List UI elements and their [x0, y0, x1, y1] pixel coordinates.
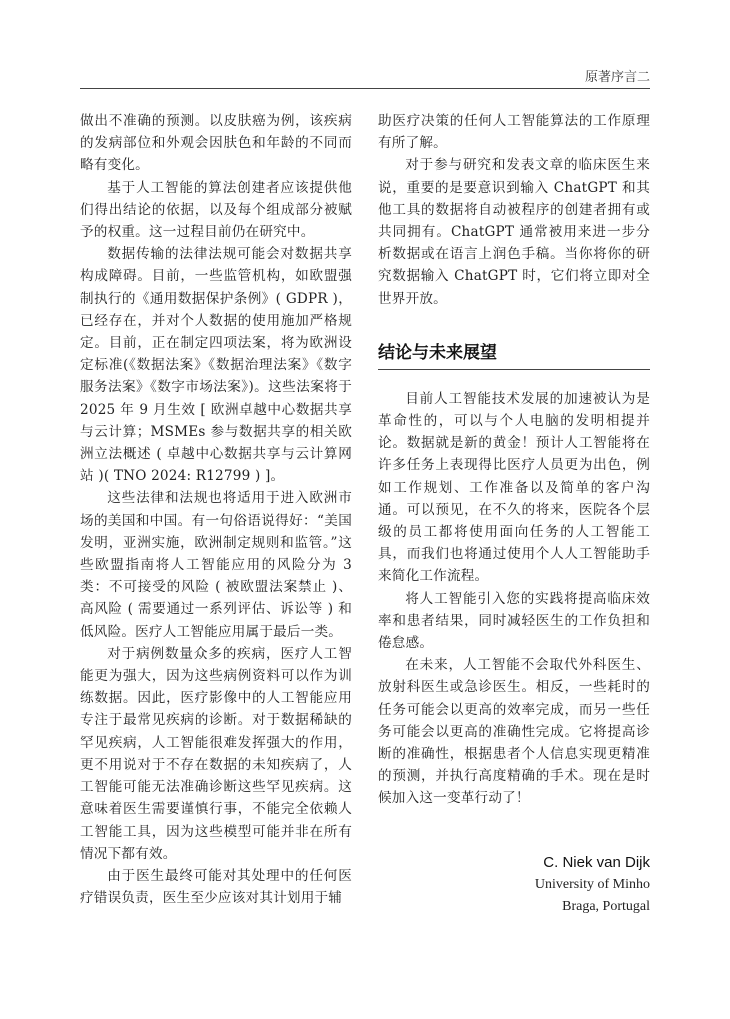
- right-column: [378, 110, 650, 918]
- body-paragraph: 对于参与研究和发表文章的临床医生来说，重要的是要意识到输入 ChatGPT 和其他工具的数据将自动被程序的创建者拥有或共同拥有。ChatGPT 通常被用来进一步分析数据或在语言上润色手稿。当你将你的研究数据输入 ChatGPT 时，它们将立即对全世界开放。: [378, 157, 650, 307]
- body-paragraph: 将人工智能引入您的实践将提高临床效率和患者结果，同时减轻医生的工作负担和倦怠感。: [378, 590, 650, 652]
- author-affiliation: University of Minho: [534, 876, 650, 892]
- left-column: [80, 110, 352, 909]
- body-paragraph: 对于病例数量众多的疾病，医疗人工智能更为强大，因为这些病例资料可以作为训练数据。因此，医疗影像中的人工智能应用专注于最常见疾病的诊断。对于数据稀缺的罕见疾病，人工智能很难发挥强大的作用，更不用说对于不存在数据的未知疾病了，人工智能可能无法准确诊断这些罕见疾病。这意味着医生需要谨慎行事，不能完全依赖人工智能工具，因为这些模型可能并非在所有情况下都有效。: [80, 645, 352, 862]
- author-name: C. Niek van Dijk: [543, 853, 650, 871]
- body-paragraph: 目前人工智能技术发展的加速被认为是革命性的，可以与个人电脑的发明相提并论。数据就是新的黄金！预计人工智能将在许多任务上表现得比医疗人员更为出色，例如工作规划、工作准备以及简单的客户沟通。可以预见，在不久的将来，医院各个层级的员工都将使用面向任务的人工智能工具，而我们也将通过使用个人人工智能助手来简化工作流程。: [378, 390, 650, 585]
- section-heading: 结论与未来展望: [378, 338, 650, 370]
- body-paragraph: 数据传输的法律法规可能会对数据共享构成障碍。目前，一些监管机构，如欧盟强制执行的《通用数据保护条例》( GDPR )，已经存在，并对个人数据的使用施加严格规定。目前，正在制定四项法案，将为欧洲设定标准(《数据法案》《数据治理法案》《数字服务法案》《数字市场法案》)。这些法案将于 2025 年 9 月生效 [ 欧洲卓越中心数据共享与云计算；MSMEs 参与数据共享的相关欧洲立法概述 ( 卓越中心数据共享与云计算网站 )( TNO 2024: R12799 ) ]。: [80, 246, 352, 485]
- body-paragraph: 基于人工智能的算法创建者应该提供他们得出结论的依据，以及每个组成部分被赋予的权重。这一过程目前仍在研究中。: [80, 179, 352, 241]
- body-paragraph: 在未来，人工智能不会取代外科医生、放射科医生或急诊医生。相反，一些耗时的任务可能会以更高的效率完成，而另一些任务可能会以更高的准确性完成。它将提高诊断的准确性，根据患者个人信息实现更精准的预测，并执行高度精确的手术。现在是时候加入这一变革行动了！: [378, 657, 650, 807]
- header-rule: [80, 88, 650, 89]
- author-location: Braga, Portugal: [562, 898, 650, 914]
- body-paragraph: 助医疗决策的任何人工智能算法的工作原理有所了解。: [378, 113, 650, 152]
- signature-block: [378, 852, 650, 918]
- body-paragraph: 做出不准确的预测。以皮肤癌为例，该疾病的发病部位和外观会因肤色和年龄的不同而略有变化。: [80, 113, 352, 174]
- body-paragraph: 这些法律和法规也将适用于进入欧洲市场的美国和中国。有一句俗语说得好：“美国发明，亚洲实施，欧洲制定规则和监管。”这些欧盟指南将人工智能应用的风险分为 3 类：不可接受的风险 ( 被欧盟法案禁止 )、高风险 ( 需要通过一系列评估、诉讼等 ) 和低风险。医疗人工智能应用属于最后一类。: [80, 490, 352, 640]
- running-title: 原著序言二: [584, 70, 650, 85]
- body-paragraph: 由于医生最终可能对其处理中的任何医疗错误负责，医生至少应该对其计划用于辅: [80, 867, 352, 907]
